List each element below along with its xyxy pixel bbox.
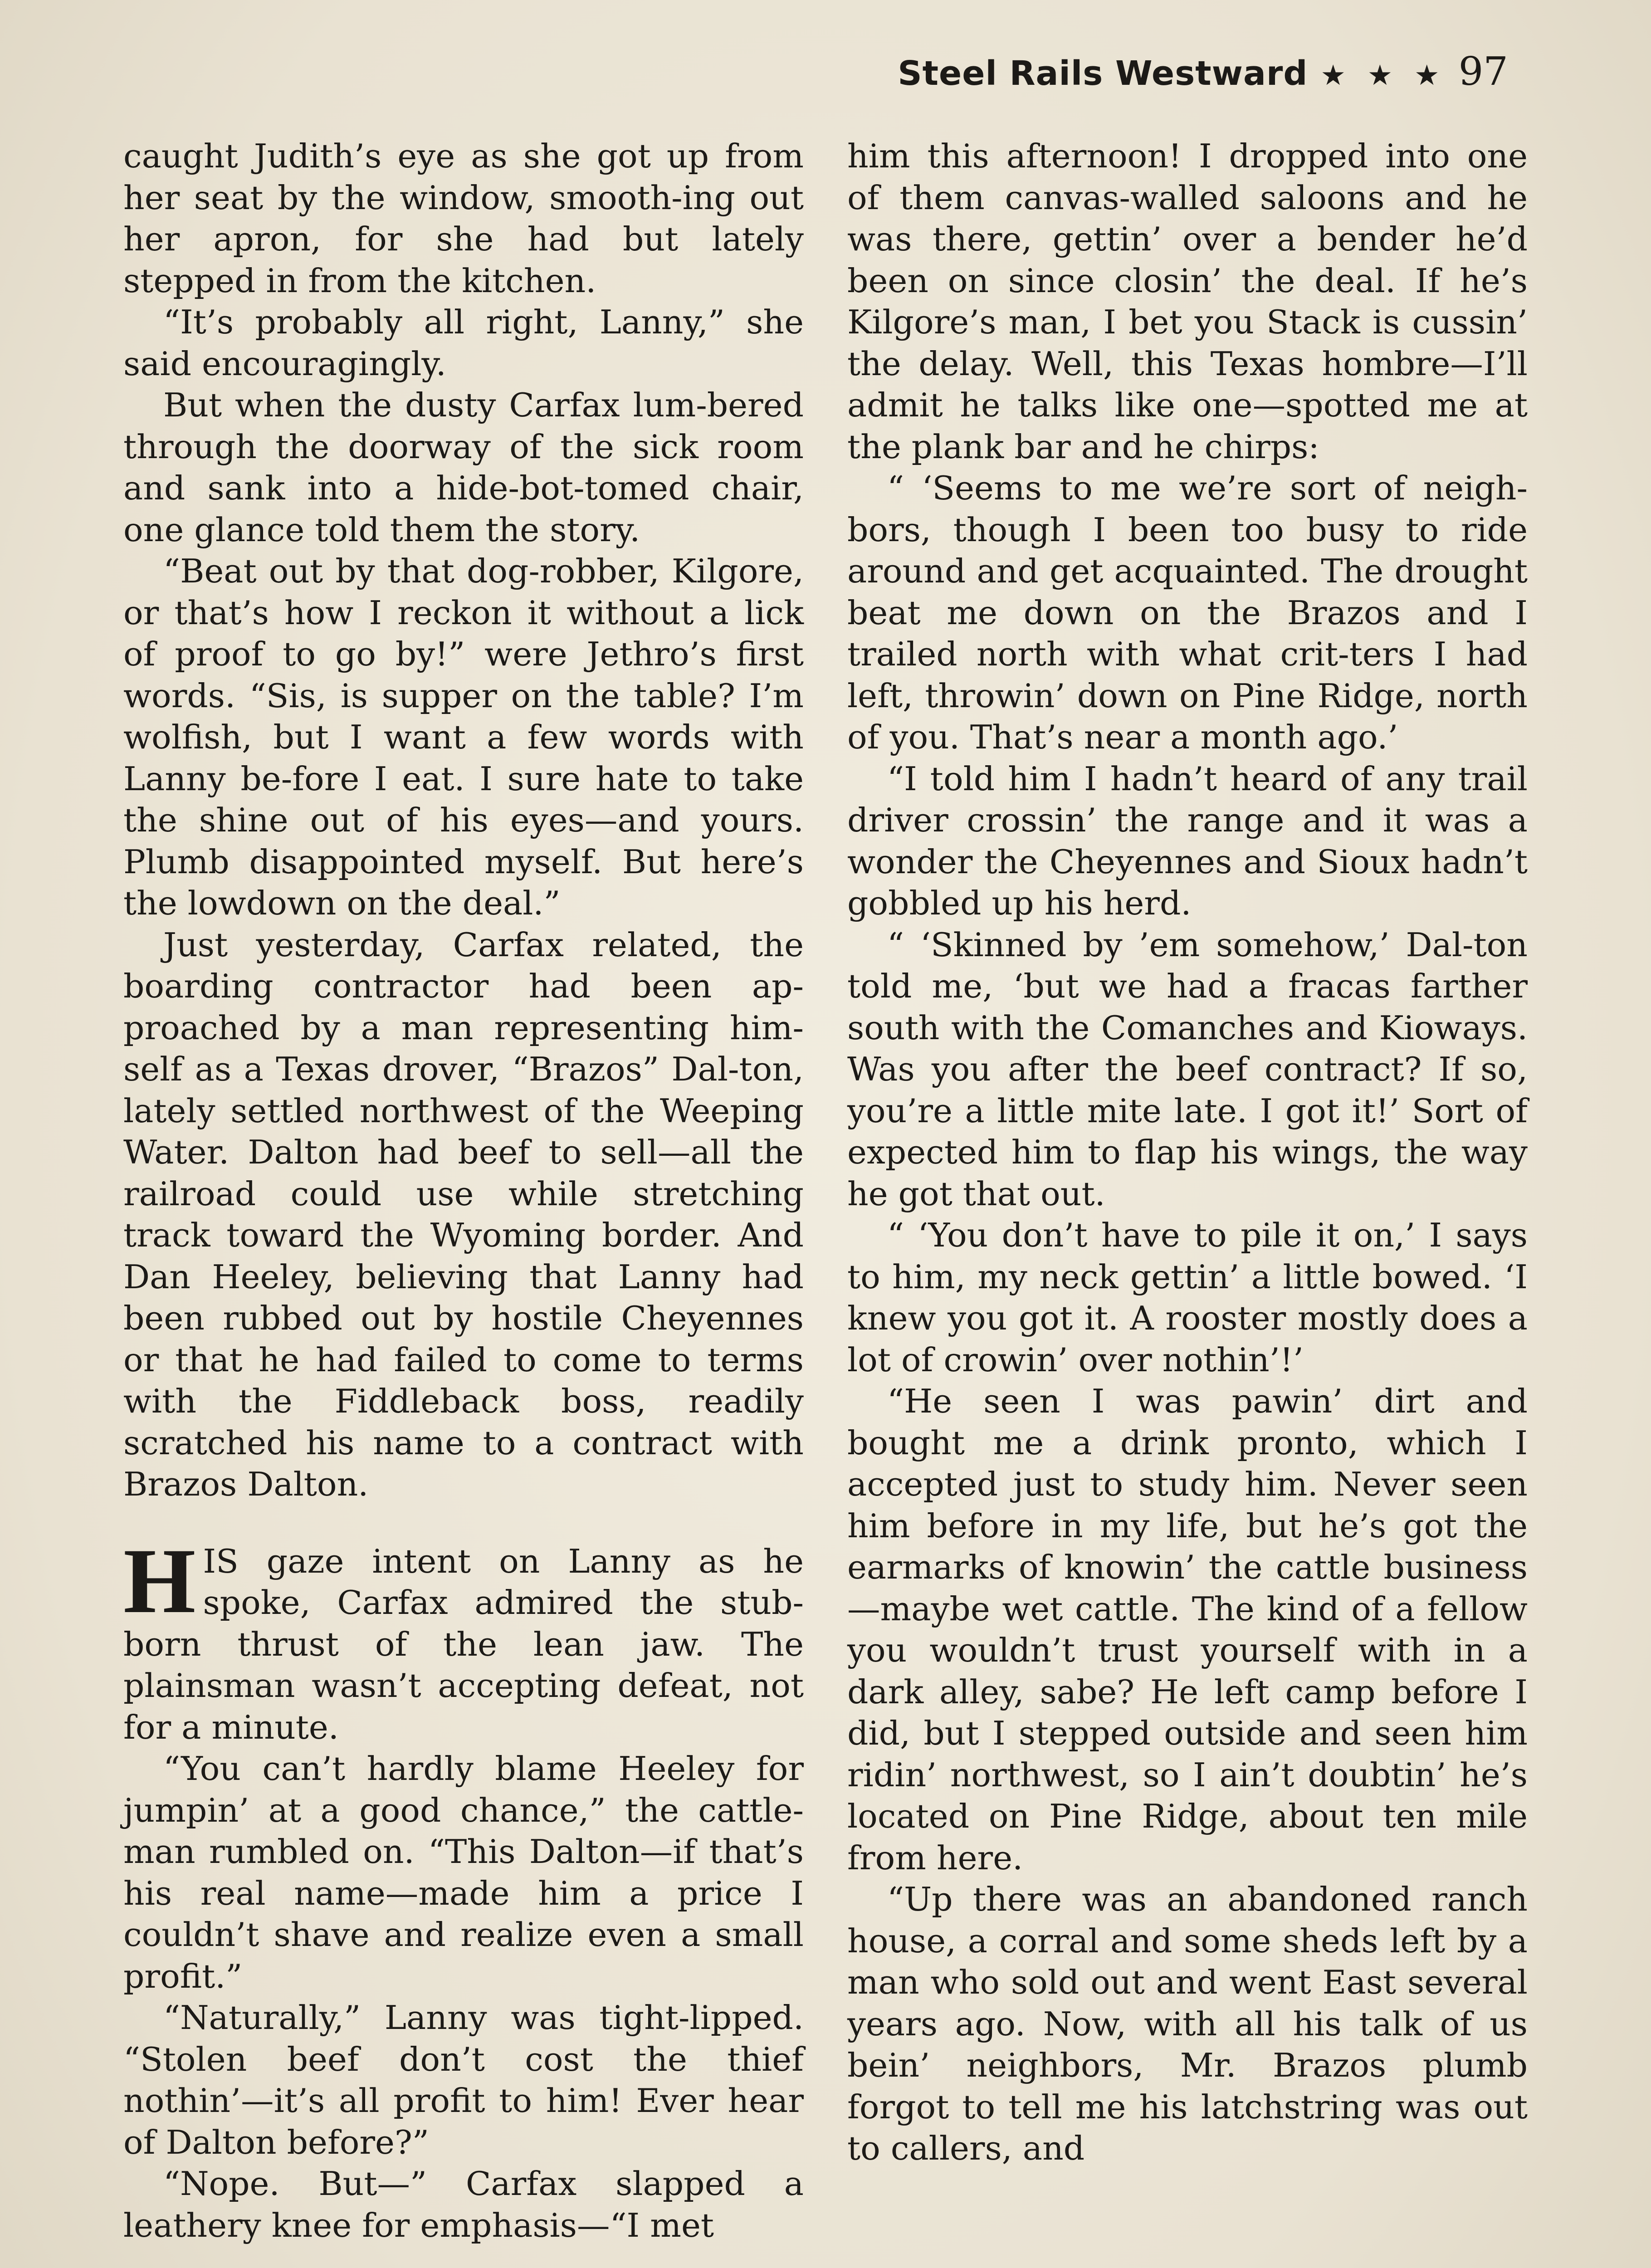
right-column [847,136,1528,2170]
paragraph: “ ‘You don’t have to pile it on,’ I says to him, my neck gettin’ a little bowed. ‘I knew you got it. A rooster mostly does a lot of crowin’ over nothin’!’ [847,1217,1528,1379]
paragraph: “You can’t hardly blame Heeley for jumpin’ at a good chance,” the cattle-man rumbled on. “This Dalton—if that’s his real name—made him a price I couldn’t shave and realize even a small profit.” [123,1750,804,1996]
paragraph: “Nope. But—” Carfax slapped a leathery knee for emphasis—“I met [123,2165,804,2245]
paragraph: caught Judith’s eye as she got up from her seat by the window, smooth-ing out her apron, for she had but lately stepped in from the kitchen. [123,137,804,300]
paragraph: “Beat out by that dog-robber, Kilgore, or that’s how I reckon it without a lick of proof to go by!” were Jethro’s first words. “Sis, is supper on the table? I’m wolfish, but I want a few words with Lanny be-fore I eat. I sure hate to take the shine out of his eyes—and yours. Plumb disappointed myself. But here’s the lowdown on the deal.” [123,552,804,923]
running-header [898,49,1508,94]
paragraph: But when the dusty Carfax lum-bered through the doorway of the sick room and sank into a hide-bot-tomed chair, one glance told them the story. [123,386,804,549]
paragraph: “He seen I was pawin’ dirt and bought me a drink pronto, which I accepted just to study him. Never seen him before in my life, but he’s got the earmarks of knowin’ the cattle business—maybe wet cattle. The kind of a fellow you wouldn’t trust yourself with in a dark alley, sabe? He left camp before I did, but I stepped outside and seen him ridin’ northwest, so I ain’t doubtin’ he’s located on Pine Ridge, about ten mile from here. [847,1383,1528,1877]
paragraph: him this afternoon! I dropped into one of them canvas-walled saloons and he was there, gettin’ over a bender he’d been on since closin’ the deal. If he’s Kilgore’s man, I bet you Stack is cussin’ the delay. Well, this Texas hombre—I’ll admit he talks like one—spotted me at the plank bar and he chirps: [847,137,1528,466]
paragraph: “I told him I hadn’t heard of any trail driver crossin’ the range and it was a wonder the Cheyennes and Sioux hadn’t gobbled up his herd. [847,760,1528,923]
story-title: Steel Rails Westward [898,54,1308,93]
paragraph-text: IS gaze intent on Lanny as he spoke, Carfax admired the stub-born thrust of the lean jaw. The plainsman wasn’t accepting defeat, not for a minute. [123,1542,804,1747]
star-ornament: ★ ★ ★ [1320,59,1446,92]
drop-cap: H [123,1529,196,1633]
page-number: 97 [1458,49,1508,94]
left-column [123,136,804,2247]
paragraph: “Up there was an abandoned ranch house, a corral and some sheds left by a man who sold out and went East several years ago. Now, with all his talk of us bein’ neighbors, Mr. Brazos plumb forgot to tell me his latchstring was out to callers, and [847,1881,1528,2168]
section-opening-paragraph [123,1529,804,1749]
paragraph: “ ‘Skinned by ’em somehow,’ Dal-ton told me, ‘but we had a fracas farther south with the Comanches and Kioways. Was you after the beef contract? If so, you’re a little mite late. I got it!’ Sort of expected him to flap his wings, the way he got that out. [847,926,1528,1213]
paragraph: “Naturally,” Lanny was tight-lipped. “Stolen beef don’t cost the thief nothin’—it’s all profit to him! Ever hear of Dalton before?” [123,1999,804,2162]
paragraph: Just yesterday, Carfax related, the boarding contractor had been ap-proached by a man representing him-self as a Texas drover, “Brazos” Dal-ton, lately settled northwest of the Weeping Water. Dalton had beef to sell—all the railroad could use while stretching track toward the Wyoming border. And Dan Heeley, believing that Lanny had been rubbed out by hostile Cheyennes or that he had failed to come to terms with the Fiddleback boss, readily scratched his name to a contract with Brazos Dalton. [123,926,804,1504]
paragraph: “ ‘Seems to me we’re sort of neigh-bors, though I been too busy to ride around and get acquainted. The drought beat me down on the Brazos and I trailed north with what crit-ters I had left, throwin’ down on Pine Ridge, north of you. That’s near a month ago.’ [847,469,1528,757]
paragraph: “It’s probably all right, Lanny,” she said encouragingly. [123,303,804,383]
